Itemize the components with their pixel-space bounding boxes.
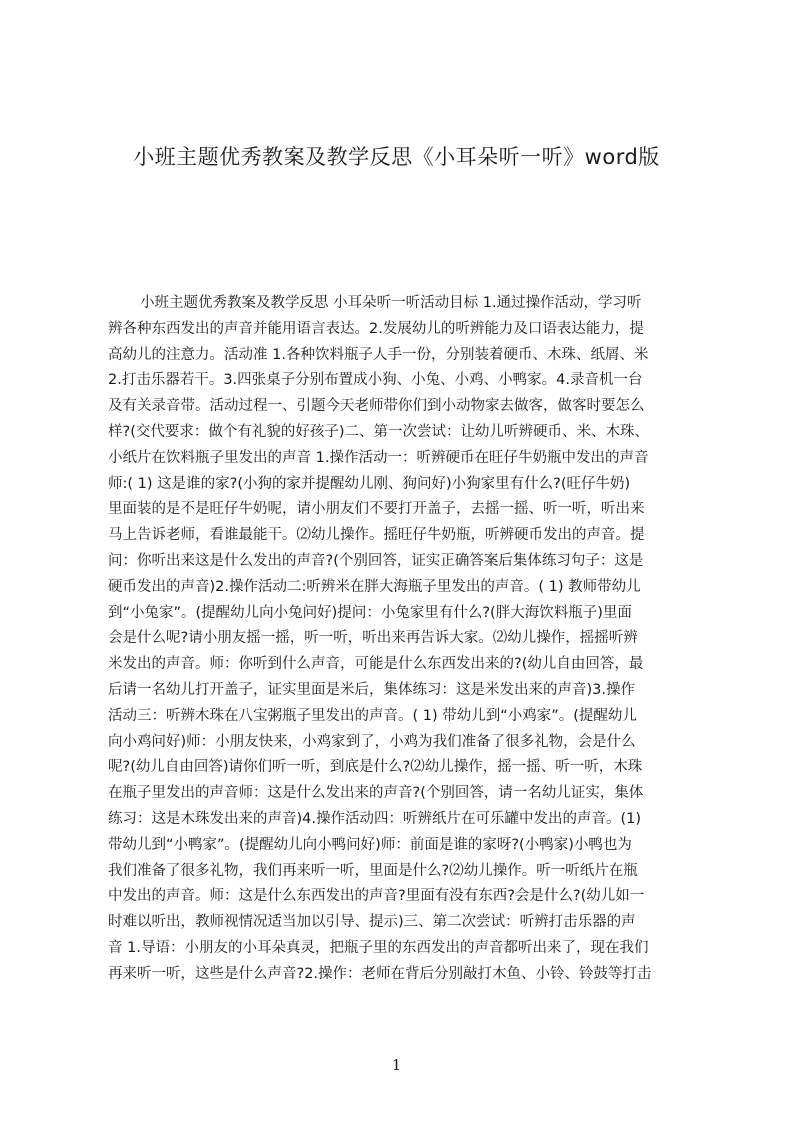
- body-line: 带幼儿到“小鸭家”。(提醒幼儿向小鸭问好)师：前面是谁的家呀?(小鸭家)小鸭也为: [108, 836, 632, 853]
- body-line: 硬币发出的声音)2.操作活动二:听辨米在胖大海瓶子里发出的声音。( 1) 教师带幼儿: [108, 578, 641, 595]
- body-line: 中发出的声音。师：这是什么东西发出的声音?里面有没有东西?会是什么?(幼儿如一: [108, 888, 645, 905]
- body-line: 向小鸡问好)师：小朋友快来，小鸡家到了，小鸡为我们准备了很多礼物，会是什么: [108, 733, 636, 750]
- body-line: 小纸片在饮料瓶子里发出的声音 1.操作活动一：听辨硬币在旺仔牛奶瓶中发出的声音: [108, 449, 649, 466]
- body-line: 米发出的声音。师：你听到什么声音，可能是什么东西发出来的?(幼儿自由回答，最: [108, 656, 644, 673]
- document-title: 小班主题优秀教案及教学反思《小耳朵听一听》word版: [133, 145, 660, 169]
- body-line: 活动三：听辨木珠在八宝粥瓶子里发出的声音。( 1) 带幼儿到“小鸡家”。(提醒幼儿: [108, 707, 637, 724]
- body-line: 高幼儿的注意力。活动准 1.各种饮料瓶子人手一份，分别装着硬币、木珠、纸屑、米: [108, 346, 649, 363]
- body-line: 后请一名幼儿打开盖子，证实里面是米后，集体练习：这是米发出来的声音)3.操作: [108, 681, 635, 698]
- body-line: 再来听一听，这些是什么声音?2.操作：老师在背后分别敲打木鱼、小铃、铃鼓等打击: [108, 965, 652, 982]
- body-line: 马上告诉老师，看谁最能干。⑵幼儿操作。摇旺仔牛奶瓶，听辨硬币发出的声音。提: [108, 527, 645, 544]
- body-line: 样?(交代要求：做个有礼貌的好孩子)二、第一次尝试：让幼儿听辨硬币、米、木珠、: [108, 423, 650, 440]
- body-line: 会是什么呢?请小朋友摇一摇，听一听，听出来再告诉大家。⑵幼儿操作，摇摇听辨: [108, 630, 638, 647]
- body-line: 到“小兔家”。(提醒幼儿向小兔问好)提问：小兔家里有什么?(胖大海饮料瓶子)里面: [108, 604, 632, 621]
- body-line: 问：你听出来这是什么发出的声音?(个别回答，证实正确答案后集体练习句子：这是: [108, 552, 644, 569]
- body-line: 里面装的是不是旺仔牛奶呢，请小朋友们不要打开盖子，去摇一摇、听一听，听出来: [108, 501, 645, 518]
- document-body: [108, 291, 698, 1031]
- body-line: 小班主题优秀教案及教学反思 小耳朵听一听活动目标 1.通过操作活动，学习听: [140, 295, 642, 311]
- body-line: 在瓶子里发出的声音师：这是什么发出来的声音?(个别回答，请一名幼儿证实，集体: [108, 785, 644, 802]
- body-line: 辨各种东西发出的声音并能用语言表达。2.发展幼儿的听辨能力及口语表达能力，提: [108, 320, 644, 337]
- body-line: 师:( 1) 这是谁的家?(小狗的家并提醒幼儿刚、狗问好)小狗家里有什么?(旺仔牛奶): [108, 475, 631, 492]
- page-number: 1: [391, 1056, 402, 1074]
- body-line: 音 1.导语：小朋友的小耳朵真灵，把瓶子里的东西发出的声音都听出来了，现在我们: [108, 939, 649, 956]
- body-line: 练习：这是木珠发出来的声音)4.操作活动四：听辨纸片在可乐罐中发出的声音。(1): [108, 810, 642, 827]
- body-line: 我们准备了很多礼物，我们再来听一听，里面是什么?⑵幼儿操作。听一听纸片在瓶: [108, 862, 638, 879]
- body-line: 2.打击乐器若干。3.四张桌子分别布置成小狗、小兔、小鸡、小鸭家。4.录音机一台: [108, 372, 643, 389]
- body-line: 时难以听出，教师视情况适当加以引导、提示)三、第二次尝试：听辨打击乐器的声: [108, 914, 636, 931]
- body-line: 呢?(幼儿自由回答)请你们听一听，到底是什么?⑵幼儿操作，摇一摇、听一听，木珠: [108, 759, 643, 776]
- body-line: 及有关录音带。活动过程一、引题今天老师带你们到小动物家去做客，做客时要怎么: [108, 398, 645, 415]
